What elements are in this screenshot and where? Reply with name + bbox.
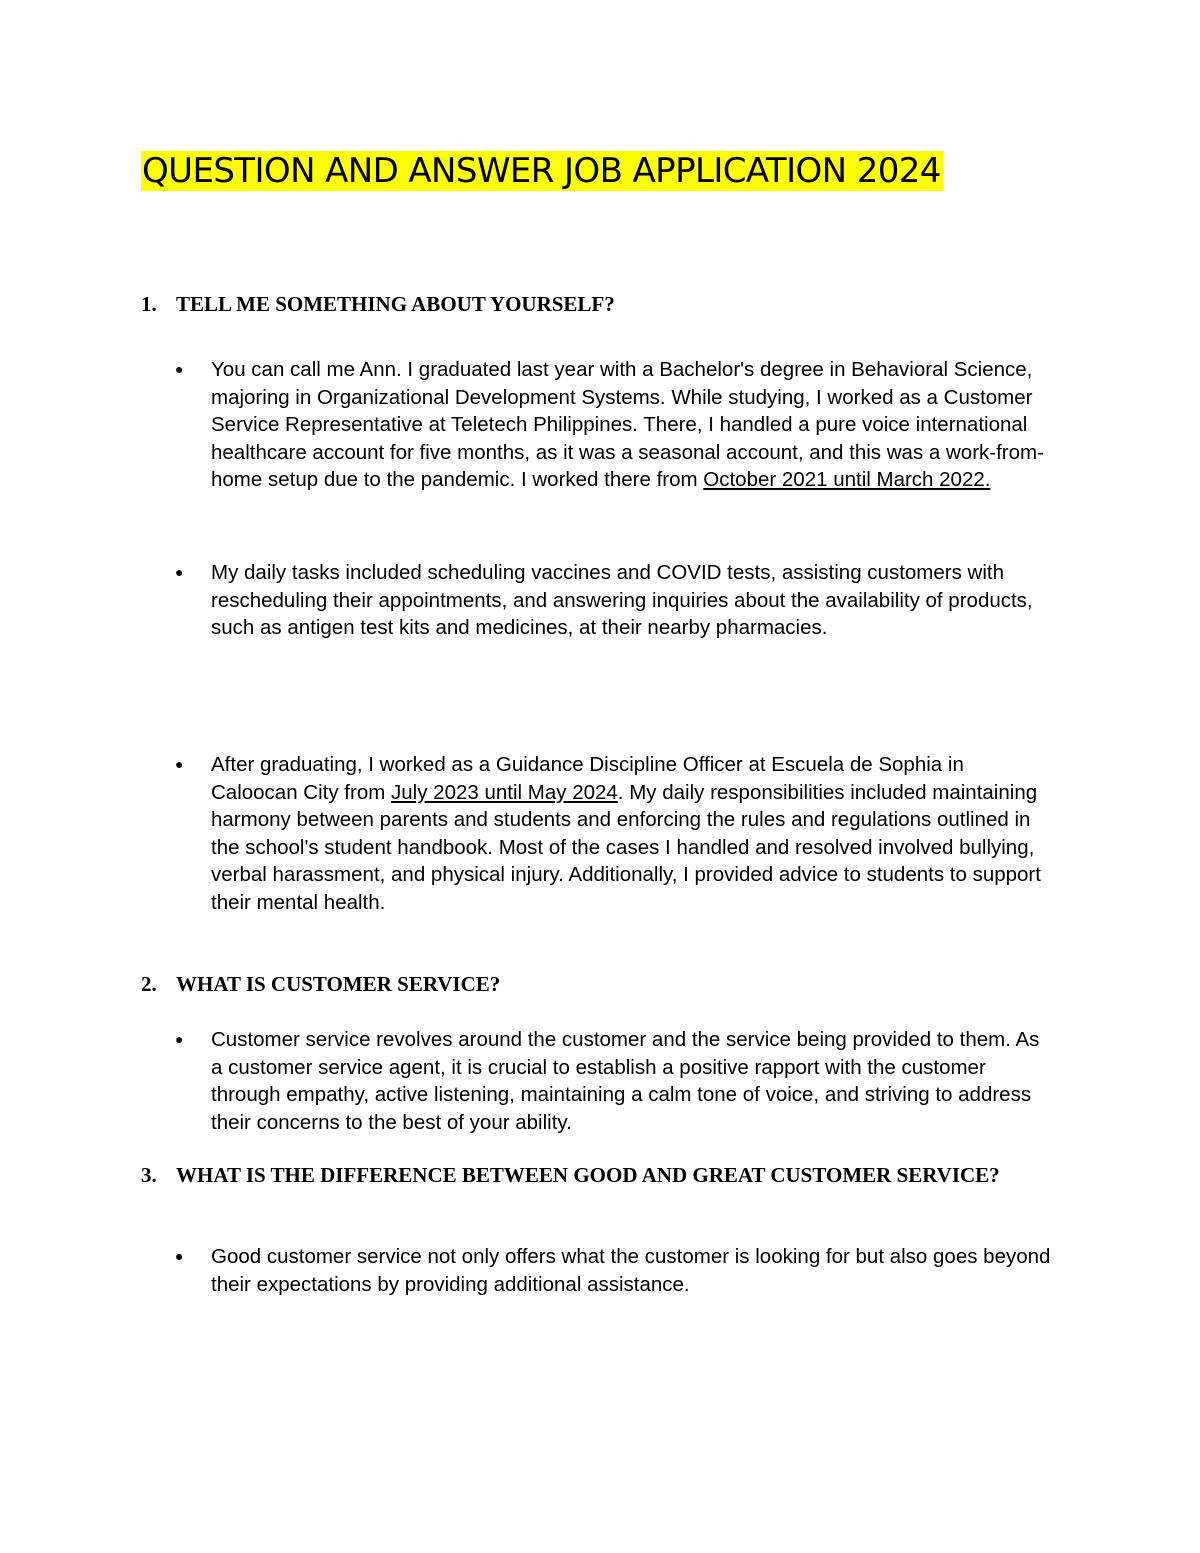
question-2-text: WHAT IS CUSTOMER SERVICE? <box>176 972 501 996</box>
answer-text <box>211 751 1052 916</box>
question-1-number: 1. <box>141 292 157 316</box>
question-1-answer-3 <box>172 751 1052 916</box>
question-3-heading <box>141 1162 1021 1189</box>
question-1-text: TELL ME SOMETHING ABOUT YOURSELF? <box>176 292 615 316</box>
bullet-icon: ● <box>175 1248 184 1264</box>
bullet-icon: ● <box>175 1031 184 1047</box>
question-2-number: 2. <box>141 972 157 996</box>
bullet-icon: ● <box>175 361 184 377</box>
question-1-answer-2 <box>172 559 1052 642</box>
bullet-icon: ● <box>175 564 184 580</box>
answer-text-part: . My daily responsibilities included maintaining harmony between parents and students and enforcing the rules and regulations outlined in the school's student handbook. Most of the cases I handled and resolved involved bullying, verbal harassment, and physical injury. Additionally, I provided advice to students to support their mental health. <box>211 780 1041 914</box>
answer-text: My daily tasks included scheduling vaccines and COVID tests, assisting customers with rescheduling their appointments, and answering inquiries about the availability of products, such as antigen test kits and medicines, at their nearby pharmacies. <box>211 561 1033 639</box>
question-1-heading <box>141 291 1021 318</box>
bullet-icon: ● <box>175 756 184 772</box>
answer-text-part: You can call me Ann. I graduated last year with a Bachelor's degree in Behavioral Science, majoring in Organizational Development Systems. While studying, I worked as a Customer Service Representative at Teletech Philippines. There, I handled a pure voice international healthcare account for five months, as it was a seasonal account, and this was a work-from-home setup due to the pandemic. I worked there from <box>211 358 1044 491</box>
answer-date-range: July 2023 until May 2024 <box>391 780 618 804</box>
answer-date-range: October 2021 until March 2022. <box>703 468 991 491</box>
question-1-answer-1 <box>172 356 1052 494</box>
answer-text-part: After graduating, I worked as a Guidance Discipline Officer at Escuela de Sophia in Caloocan City from <box>211 753 964 804</box>
answer-text: Customer service revolves around the customer and the service being provided to them. As a customer service agent, it is crucial to establish a positive rapport with the customer through empathy, active listening, maintaining a calm tone of voice, and striving to address their concerns to the best of your ability. <box>211 1028 1040 1134</box>
question-3-number: 3. <box>141 1163 157 1187</box>
question-3-text: WHAT IS THE DIFFERENCE BETWEEN GOOD AND GREAT CUSTOMER SERVICE? <box>176 1163 1000 1187</box>
document-title-text: QUESTION AND ANSWER JOB APPLICATION 2024 <box>142 151 941 191</box>
question-2-answer-1 <box>172 1026 1052 1136</box>
question-3-answer-1 <box>172 1243 1052 1298</box>
answer-text: Good customer service not only offers what the customer is looking for but also goes beyond their expectations by providing additional assistance. <box>211 1245 1051 1296</box>
answer-text <box>211 356 1052 494</box>
document-title <box>141 147 943 195</box>
question-2-heading <box>141 971 1021 998</box>
